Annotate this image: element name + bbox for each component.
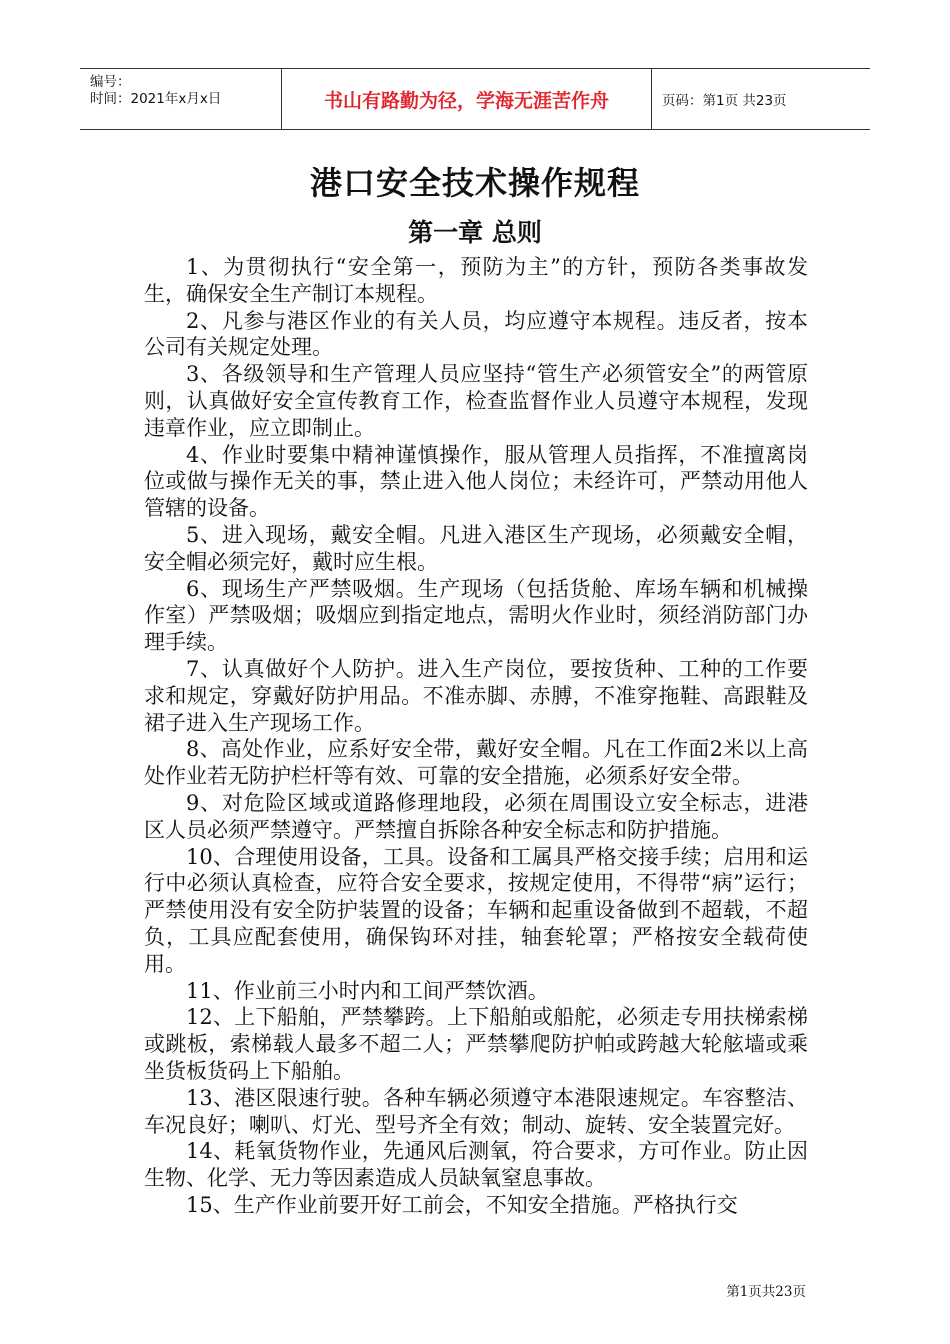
document-title: 港口安全技术操作规程 bbox=[309, 164, 640, 202]
document-body bbox=[144, 254, 808, 1219]
paragraph-14: 14、耗氧货物作业，先通风后测氧，符合要求，方可作业。防止因生物、化学、无力等因素造成人员缺氧窒息事故。 bbox=[144, 1139, 808, 1191]
header-motto: 书山有路勤为径，学海无涯苦作舟 bbox=[282, 69, 652, 129]
document-header bbox=[80, 68, 870, 130]
paragraph-2: 2、凡参与港区作业的有关人员，均应遵守本规程。违反者，按本公司有关规定处理。 bbox=[144, 308, 808, 360]
paragraph-15: 15、生产作业前要开好工前会，不知安全措施。严格执行交 bbox=[186, 1192, 738, 1217]
paragraph-10: 10、合理使用设备，工具。设备和工属具严格交接手续；启用和运行中必须认真检查，应符合安全要求，按规定使用，不得带“病”运行；严禁使用没有安全防护装置的设备；车辆和起重设备做到不超载，不超负，工具应配套使用，确保钩环对挂，轴套轮罩；严格按安全载荷使用。 bbox=[144, 844, 808, 976]
paragraph-8: 8、高处作业，应系好安全带，戴好安全帽。凡在工作面2米以上高处作业若无防护栏杆等有效、可靠的安全措施，必须系好安全带。 bbox=[144, 737, 808, 789]
paragraph-7: 7、认真做好个人防护。进入生产岗位，要按货种、工种的工作要求和规定，穿戴好防护用品。不准赤脚、赤膊，不准穿拖鞋、高跟鞋及裙子进入生产现场工作。 bbox=[144, 656, 808, 735]
paragraph-1: 1、为贯彻执行“安全第一，预防为主”的方针，预防各类事故发生，确保安全生产制订本规程。 bbox=[144, 255, 808, 306]
paragraph-4: 4、作业时要集中精神谨慎操作，服从管理人员指挥，不准擅离岗位或做与操作无关的事，禁止进入他人岗位；未经许可，严禁动用他人管辖的设备。 bbox=[144, 442, 808, 521]
header-meta bbox=[80, 69, 282, 129]
chapter-heading: 第一章 总则 bbox=[408, 218, 542, 247]
paragraph-11: 11、作业前三小时内和工间严禁饮酒。 bbox=[186, 978, 549, 1003]
paragraph-9: 9、对危险区域或道路修理地段，必须在周围设立安全标志，进港区人员必须严禁遵守。严禁擅自拆除各种安全标志和防护措施。 bbox=[144, 790, 808, 842]
header-page-info: 页码：第1页 共23页 bbox=[662, 93, 787, 109]
document-number-label: 编号： bbox=[90, 74, 131, 90]
paragraph-3: 3、各级领导和生产管理人员应坚持“管生产必须管安全”的两管原则，认真做好安全宣传教育工作，检查监督作业人员遵守本规程，发现违章作业，应立即制止。 bbox=[144, 362, 808, 440]
document-date: 时间：2021年x月x日 bbox=[90, 91, 222, 107]
page-footer: 第1页共23页 bbox=[726, 1284, 806, 1300]
paragraph-5: 5、进入现场，戴安全帽。凡进入港区生产现场，必须戴安全帽，安全帽必须完好，戴时应生根。 bbox=[144, 522, 808, 574]
paragraph-13: 13、港区限速行驶。各种车辆必须遵守本港限速规定。车容整洁、车况良好；喇叭、灯光、型号齐全有效；制动、旋转、安全装置完好。 bbox=[144, 1085, 808, 1137]
paragraph-6: 6、现场生产严禁吸烟。生产现场（包括货舱、库场车辆和机械操作室）严禁吸烟；吸烟应到指定地点，需明火作业时，须经消防部门办理手续。 bbox=[144, 576, 808, 655]
paragraph-12: 12、上下船舶，严禁攀跨。上下船舶或船舵，必须走专用扶梯索梯或跳板，索梯载人最多不超二人；严禁攀爬防护帕或跨越大轮舷墙或乘坐货板货码上下船舶。 bbox=[144, 1005, 808, 1083]
